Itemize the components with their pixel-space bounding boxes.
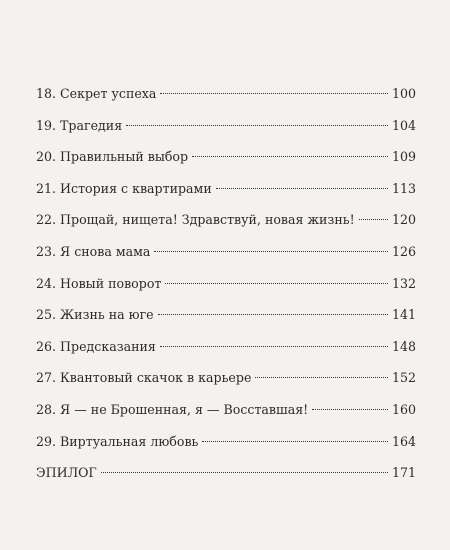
toc-leader-dots [312,409,388,410]
toc-leader-dots [158,314,388,315]
toc-entry-title: 26. Предсказания [36,338,156,354]
toc-leader-dots [192,156,388,157]
toc-entry-page: 126 [391,243,416,259]
toc-leader-dots [101,472,388,473]
toc-entry [36,78,416,110]
toc-leader-dots [154,251,388,252]
toc-entry-title: 21. История с квартирами [36,180,212,196]
toc-leader-dots [255,377,388,378]
toc-entry [36,457,416,489]
toc-entry-page: 109 [391,149,416,165]
toc-entry-title: 27. Квантовый скачок в карьере [36,370,252,386]
toc-entry [36,394,416,426]
toc-entry-page: 132 [391,275,416,291]
toc-entry [36,362,416,394]
toc-entry [36,110,416,142]
toc-entry-page: 171 [391,465,416,481]
toc-entry-title: 19. Трагедия [36,117,123,133]
toc-leader-dots [216,188,388,189]
toc-entry [36,426,416,458]
toc-entry-title: 24. Новый поворот [36,275,162,291]
toc-entry-page: 141 [391,307,416,323]
toc-entry [36,141,416,173]
table-of-contents [36,78,416,489]
toc-entry [36,173,416,205]
toc-entry-page: 152 [391,370,416,386]
toc-entry-title: 25. Жизнь на юге [36,307,154,323]
toc-leader-dots [165,283,388,284]
toc-entry-page: 113 [391,180,416,196]
toc-entry-title: 22. Прощай, нищета! Здравствуй, новая жизнь! [36,212,355,228]
toc-entry-page: 104 [391,117,416,133]
toc-leader-dots [359,219,388,220]
toc-entry-title: 18. Секрет успеха [36,86,157,101]
toc-entry-title: 20. Правильный выбор [36,149,189,165]
toc-entry [36,236,416,268]
toc-entry [36,299,416,331]
toc-leader-dots [126,125,388,126]
toc-leader-dots [160,93,388,94]
toc-entry-title: 29. Виртуальная любовь [36,433,199,449]
toc-entry [36,268,416,300]
toc-entry-page: 148 [391,338,416,354]
toc-entry-page: 160 [391,401,416,417]
toc-entry-title: ЭПИЛОГ [36,465,97,481]
toc-entry-title: 28. Я — не Брошенная, я — Восставшая! [36,401,309,417]
toc-entry-page: 120 [391,212,416,228]
toc-entry-title: 23. Я снова мама [36,243,151,259]
toc-entry-page: 164 [391,433,416,449]
toc-leader-dots [160,346,388,347]
toc-leader-dots [202,441,388,442]
toc-entry [36,331,416,363]
toc-entry [36,204,416,236]
toc-entry-page: 100 [391,86,416,101]
